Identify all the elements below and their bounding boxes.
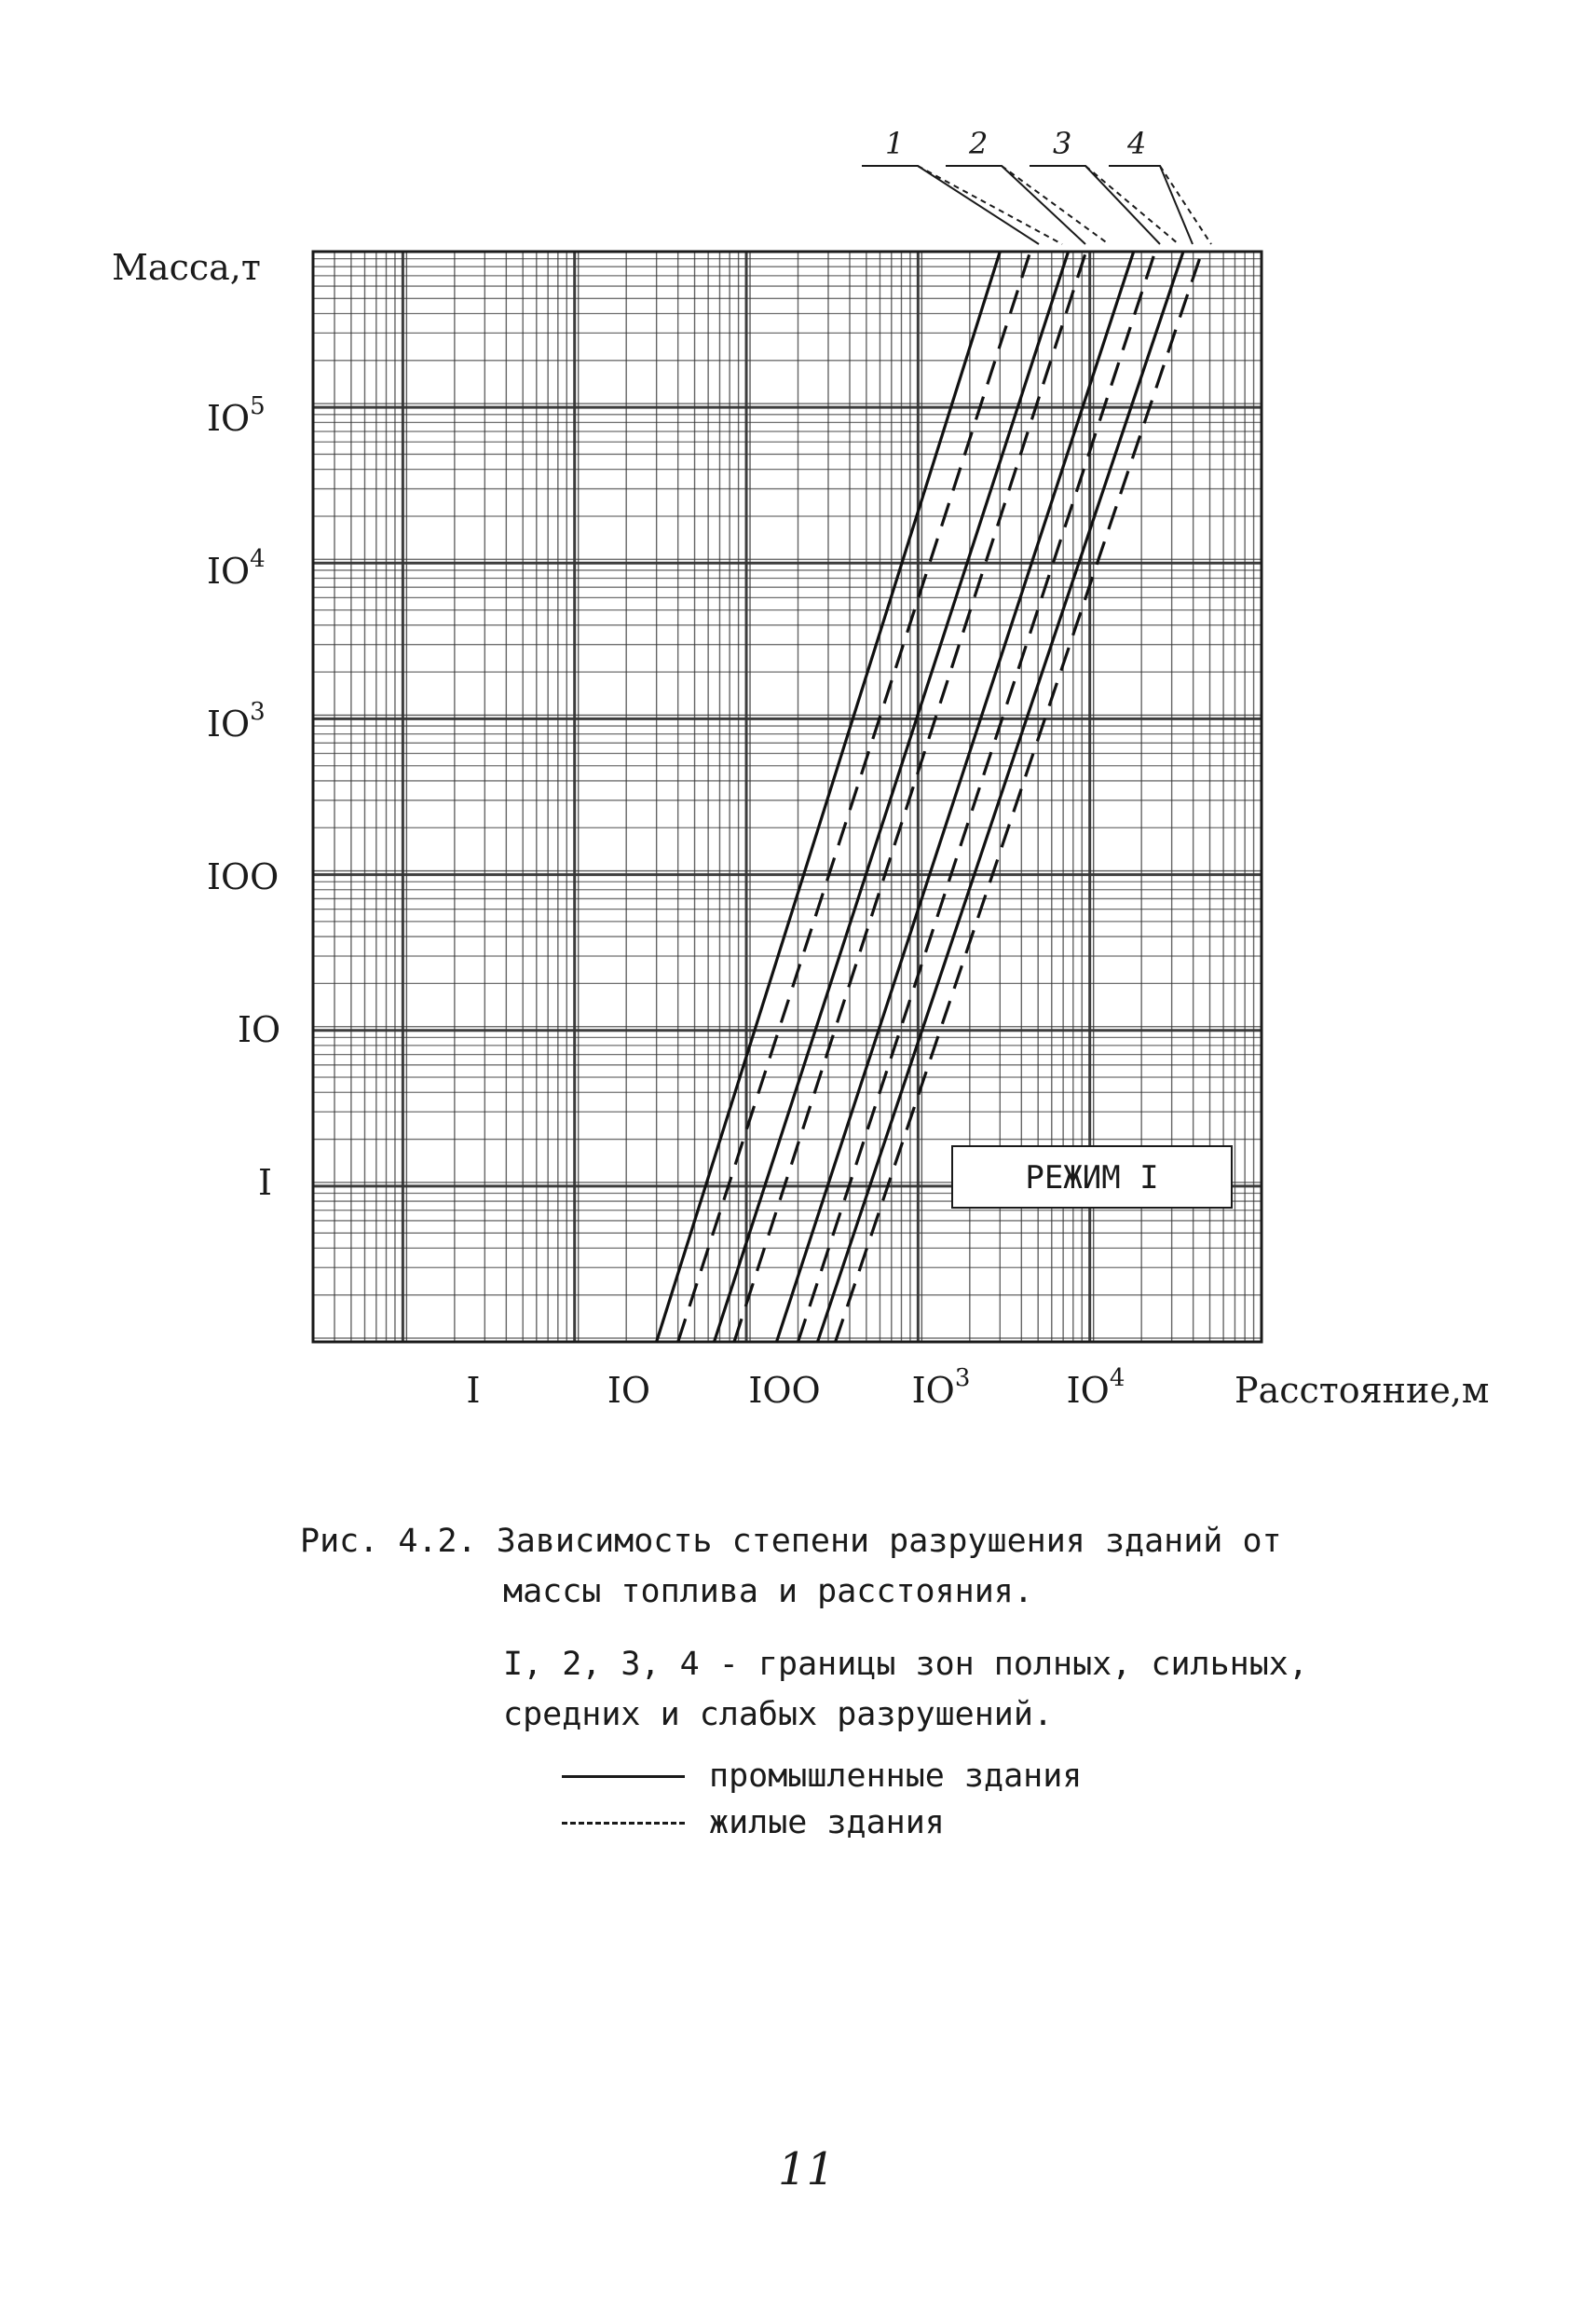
legend-dashed-line (562, 1822, 685, 1825)
x-tick-label: $IO^3$ (911, 1364, 971, 1411)
leader-3 (1030, 166, 1160, 244)
curve-labels (862, 126, 1211, 244)
curve-label-3: 3 (1053, 126, 1072, 161)
x-tick-label: I (466, 1370, 481, 1411)
figure-caption-line-4: средних и слабых разрушений. (503, 1696, 1054, 1733)
mode-annotation (952, 1146, 1232, 1208)
y-tick-label: $IO^5$ (207, 392, 266, 439)
mode-label: РЕЖИМ I (1025, 1159, 1159, 1197)
leader-4 (1109, 166, 1193, 244)
legend-solid (562, 1757, 1082, 1795)
leader-1b (918, 166, 1062, 244)
figure-caption-line-2: массы топлива и расстояния. (503, 1573, 1033, 1610)
figure-caption-line-3: I, 2, 3, 4 - границы зон полных, сильных, (503, 1646, 1308, 1683)
legend-dashed-label: жилые здания (709, 1804, 945, 1841)
legend-solid-label: промышленные здания (709, 1757, 1083, 1795)
figure-caption-line-1: Рис. 4.2. Зависимость степени разрушения зданий от (300, 1523, 1282, 1560)
leader-2b (1002, 166, 1109, 244)
curve-label-1: 1 (885, 126, 905, 161)
page-number: 11 (778, 2143, 836, 2195)
x-tick-label: IOO (748, 1370, 821, 1411)
x-tick-label: IO (607, 1370, 651, 1411)
leader-2 (946, 166, 1085, 244)
x-tick-label: $IO^4$ (1066, 1364, 1125, 1411)
y-tick-label: IOO (207, 856, 280, 897)
legend-dashed (562, 1804, 945, 1841)
legend-solid-line (562, 1775, 685, 1778)
y-tick-label: $IO^3$ (207, 698, 266, 745)
leader-1 (862, 166, 1039, 244)
y-axis-title: Масса,т (112, 247, 261, 288)
y-tick-label: IO (238, 1009, 281, 1050)
curve-label-leaders (862, 166, 1211, 244)
curve-label-2: 2 (969, 126, 989, 161)
x-axis-title: Расстояние,м (1235, 1370, 1490, 1411)
curve-label-4: 4 (1127, 126, 1147, 161)
leader-4b (1160, 166, 1211, 244)
y-tick-label: I (258, 1162, 273, 1203)
y-tick-label: $IO^4$ (207, 545, 266, 592)
